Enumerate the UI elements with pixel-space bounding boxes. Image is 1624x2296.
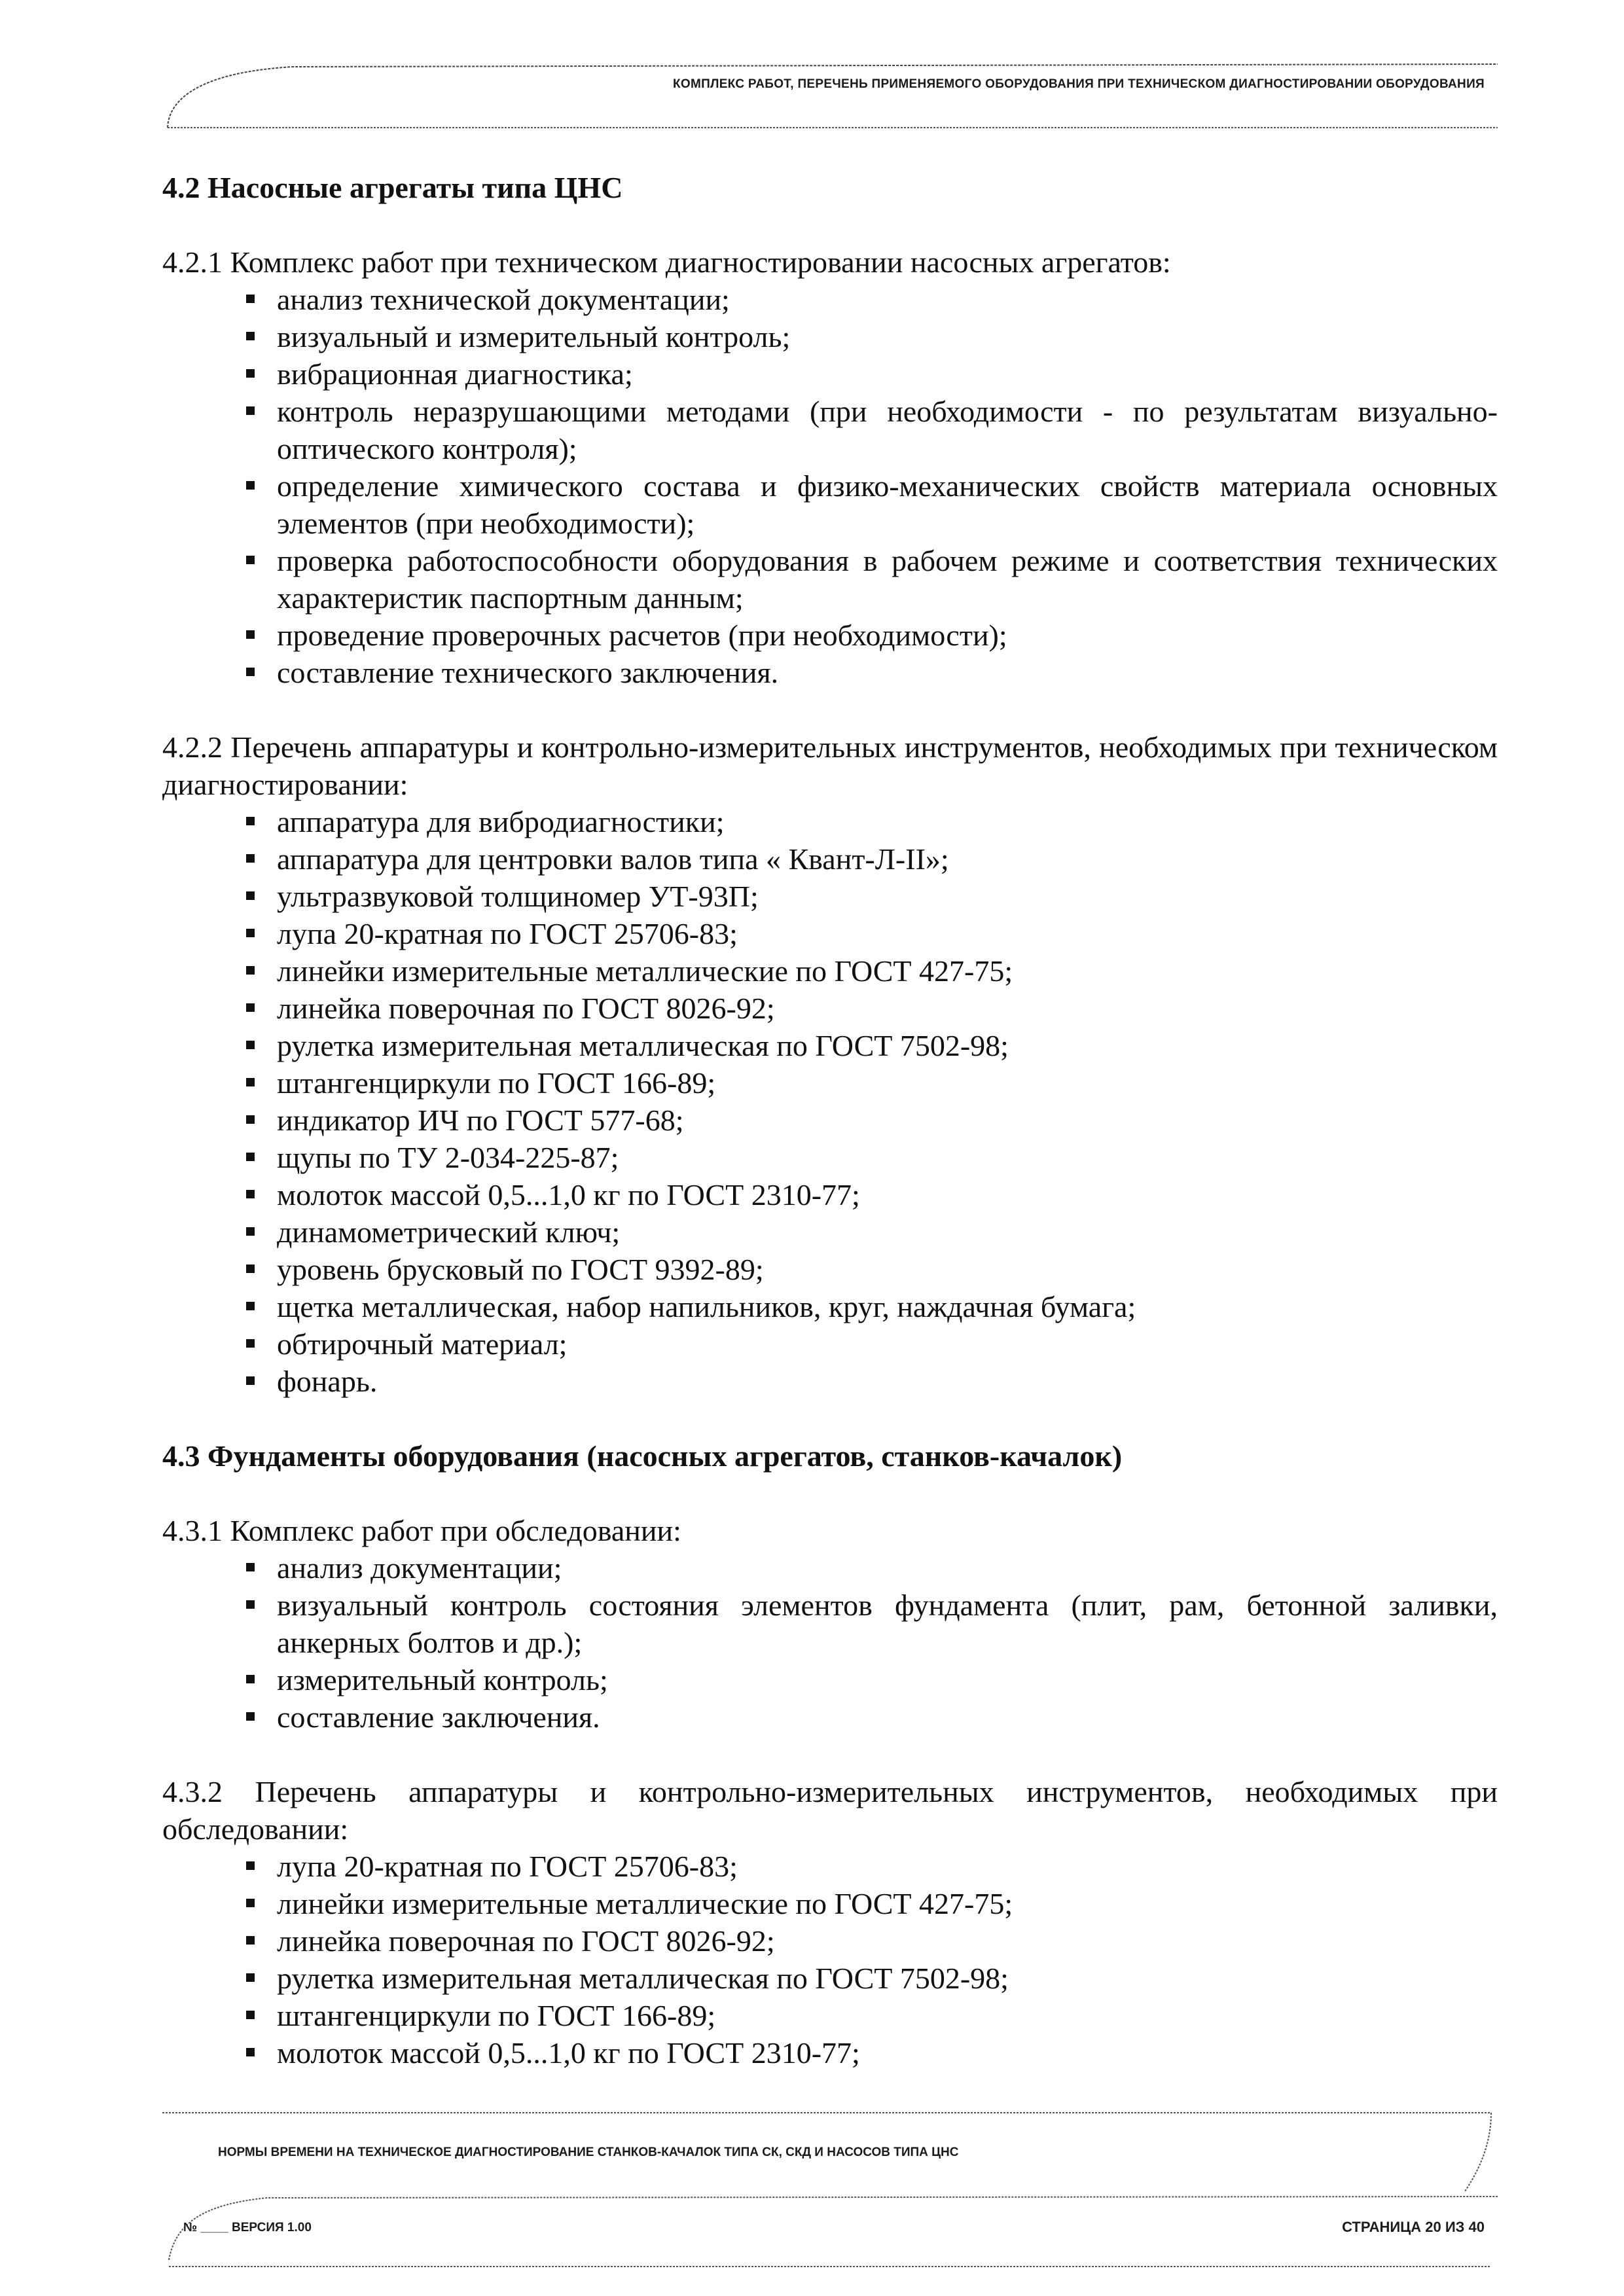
- list-item: [162, 1661, 1498, 1698]
- bullet-icon: [246, 1861, 255, 1870]
- bullet-icon: [246, 481, 255, 490]
- list-item-text: штангенциркули по ГОСТ 166-89;: [277, 1999, 716, 2032]
- footer-version: № ____ ВЕРСИЯ 1.00: [183, 2221, 312, 2234]
- list-item-text: фонарь.: [277, 1365, 378, 1398]
- bullet-icon: [246, 817, 255, 825]
- list-item-text: лупа 20-кратная по ГОСТ 25706-83;: [277, 1850, 738, 1883]
- list-item-text: молоток массой 0,5...1,0 кг по ГОСТ 2310-77;: [277, 1178, 860, 1211]
- footer-title: НОРМЫ ВРЕМЕНИ НА ТЕХНИЧЕСКОЕ ДИАГНОСТИРОВАНИЕ СТАНКОВ-КАЧАЛОК ТИПА СК, СКД И НАСОСОВ ТИПА ЦНС: [218, 2145, 959, 2159]
- list-item: [162, 542, 1498, 617]
- section-4-3-2-intro: 4.3.2 Перечень аппаратуры и контрольно-измерительных инструментов, необходимых при обследовании:: [162, 1775, 1498, 1846]
- bullet-icon: [246, 891, 255, 900]
- list-item: [162, 1064, 1498, 1102]
- bullet-icon: [246, 1675, 255, 1683]
- bullet-icon: [246, 1973, 255, 1982]
- list-item-text: определение химического состава и физико-механических свойств материала основных элементов (при необходимости);: [277, 469, 1498, 540]
- list-item-text: визуальный контроль состояния элементов фундамента (плит, рам, бетонной заливки, анкерных болтов и др.);: [277, 1588, 1498, 1659]
- bullet-icon: [246, 1899, 255, 1907]
- list-item: [162, 1325, 1498, 1363]
- list-item-text: аппаратура для вибродиагностики;: [277, 805, 725, 838]
- list-item-text: проведение проверочных расчетов (при необходимости);: [277, 619, 1007, 652]
- list-item: [162, 1587, 1498, 1661]
- section-4-2-heading: 4.2 Насосные агрегаты типа ЦНС: [162, 171, 623, 204]
- list-item: [162, 915, 1498, 952]
- bullet-icon: [246, 2048, 255, 2056]
- list-item: [162, 654, 1498, 691]
- list-item-text: аппаратура для центровки валов типа « Квант-Л-II»;: [277, 842, 949, 876]
- list-item: [162, 318, 1498, 355]
- section-4-3-1-intro: 4.3.1 Комплекс работ при обследовании:: [162, 1514, 681, 1547]
- footer-frame-line: [162, 2106, 1498, 2270]
- list-item: [162, 1549, 1498, 1587]
- bullet-icon: [246, 1227, 255, 1236]
- list-item-text: линейка поверочная по ГОСТ 8026-92;: [277, 992, 775, 1025]
- list-item-text: проверка работоспособности оборудования в рабочем режиме и соответствия технических характеристик паспортным данным;: [277, 544, 1498, 615]
- section-4-2-2-list: [162, 803, 1498, 1400]
- bullet-icon: [246, 332, 255, 340]
- bullet-icon: [246, 1265, 255, 1273]
- bullet-icon: [246, 630, 255, 639]
- list-item: [162, 1698, 1498, 1736]
- section-4-3-2-list: [162, 1848, 1498, 2072]
- bullet-icon: [246, 1153, 255, 1161]
- list-item: [162, 617, 1498, 654]
- section-4-3-1-list: [162, 1549, 1498, 1736]
- list-item-text: обтирочный материал;: [277, 1327, 568, 1361]
- bullet-icon: [246, 966, 255, 975]
- bullet-icon: [246, 854, 255, 863]
- bullet-icon: [246, 406, 255, 415]
- bullet-icon: [246, 1302, 255, 1310]
- list-item: [162, 1102, 1498, 1139]
- list-item-text: динамометрический ключ;: [277, 1215, 621, 1249]
- list-item-text: визуальный и измерительный контроль;: [277, 320, 791, 353]
- bullet-icon: [246, 1712, 255, 1721]
- list-item-text: анализ технической документации;: [277, 283, 730, 316]
- bullet-icon: [246, 1936, 255, 1945]
- list-item-text: анализ документации;: [277, 1551, 562, 1585]
- list-item: [162, 990, 1498, 1027]
- page-footer: [162, 2106, 1498, 2270]
- page-header: [162, 59, 1498, 131]
- list-item: [162, 281, 1498, 318]
- list-item-text: ультразвуковой толщиномер УТ-93П;: [277, 880, 759, 913]
- list-item-text: составление заключения.: [277, 1700, 600, 1734]
- list-item-text: лупа 20-кратная по ГОСТ 25706-83;: [277, 917, 738, 950]
- list-item: [162, 1363, 1498, 1400]
- list-item: [162, 355, 1498, 393]
- list-item: [162, 878, 1498, 915]
- list-item-text: рулетка измерительная металлическая по ГОСТ 7502-98;: [277, 1962, 1009, 1995]
- bullet-icon: [246, 556, 255, 564]
- bullet-icon: [246, 1376, 255, 1385]
- list-item-text: индикатор ИЧ по ГОСТ 577-68;: [277, 1103, 684, 1137]
- document-body: [162, 169, 1498, 2072]
- list-item-text: щетка металлическая, набор напильников, круг, наждачная бумага;: [277, 1290, 1136, 1323]
- bullet-icon: [246, 1563, 255, 1571]
- bullet-icon: [246, 1600, 255, 1609]
- list-item: [162, 840, 1498, 878]
- list-item: [162, 1176, 1498, 1213]
- list-item: [162, 1848, 1498, 1885]
- list-item-text: рулетка измерительная металлическая по ГОСТ 7502-98;: [277, 1029, 1009, 1062]
- bullet-icon: [246, 1115, 255, 1124]
- list-item: [162, 1885, 1498, 1922]
- section-4-2-1-intro: 4.2.1 Комплекс работ при техническом диагностировании насосных агрегатов:: [162, 245, 1171, 279]
- list-item: [162, 1139, 1498, 1176]
- list-item-text: молоток массой 0,5...1,0 кг по ГОСТ 2310-77;: [277, 2036, 860, 2070]
- list-item-text: щупы по ТУ 2-034-225-87;: [277, 1141, 619, 1174]
- list-item: [162, 1027, 1498, 1064]
- bullet-icon: [246, 1041, 255, 1049]
- header-title: КОМПЛЕКС РАБОТ, ПЕРЕЧЕНЬ ПРИМЕНЯЕМОГО ОБОРУДОВАНИЯ ПРИ ТЕХНИЧЕСКОМ ДИАГНОСТИРОВАНИИ ОБОРУДОВАНИЯ: [673, 77, 1485, 91]
- list-item-text: уровень брусковый по ГОСТ 9392-89;: [277, 1253, 764, 1286]
- bullet-icon: [246, 295, 255, 303]
- section-4-3-heading: 4.3 Фундаменты оборудования (насосных агрегатов, станков-качалок): [162, 1439, 1123, 1473]
- bullet-icon: [246, 2011, 255, 2019]
- list-item: [162, 467, 1498, 542]
- bullet-icon: [246, 1190, 255, 1198]
- bullet-icon: [246, 369, 255, 378]
- section-4-2-1-list: [162, 281, 1498, 691]
- section-4-2-2-intro: 4.2.2 Перечень аппаратуры и контрольно-измерительных инструментов, необходимых при техническом диагностировании:: [162, 730, 1498, 801]
- list-item: [162, 1251, 1498, 1288]
- list-item: [162, 952, 1498, 990]
- list-item: [162, 1997, 1498, 2034]
- list-item-text: вибрационная диагностика;: [277, 357, 633, 391]
- list-item: [162, 1960, 1498, 1997]
- list-item-text: штангенциркули по ГОСТ 166-89;: [277, 1066, 716, 1100]
- bullet-icon: [246, 1003, 255, 1012]
- list-item: [162, 393, 1498, 467]
- list-item-text: составление технического заключения.: [277, 656, 779, 689]
- list-item-text: линейка поверочная по ГОСТ 8026-92;: [277, 1924, 775, 1958]
- list-item-text: контроль неразрушающими методами (при необходимости - по результатам визуально-оптического контроля);: [277, 395, 1498, 465]
- page-number: СТРАНИЦА 20 ИЗ 40: [1342, 2219, 1485, 2235]
- list-item: [162, 2034, 1498, 2072]
- bullet-icon: [246, 929, 255, 937]
- list-item-text: линейки измерительные металлические по ГОСТ 427-75;: [277, 1887, 1013, 1920]
- list-item-text: измерительный контроль;: [277, 1663, 608, 1696]
- header-frame-line: [162, 59, 1498, 131]
- bullet-icon: [246, 1339, 255, 1348]
- bullet-icon: [246, 668, 255, 676]
- list-item-text: линейки измерительные металлические по ГОСТ 427-75;: [277, 954, 1013, 988]
- list-item: [162, 1213, 1498, 1251]
- bullet-icon: [246, 1078, 255, 1086]
- list-item: [162, 1288, 1498, 1325]
- list-item: [162, 803, 1498, 840]
- list-item: [162, 1922, 1498, 1960]
